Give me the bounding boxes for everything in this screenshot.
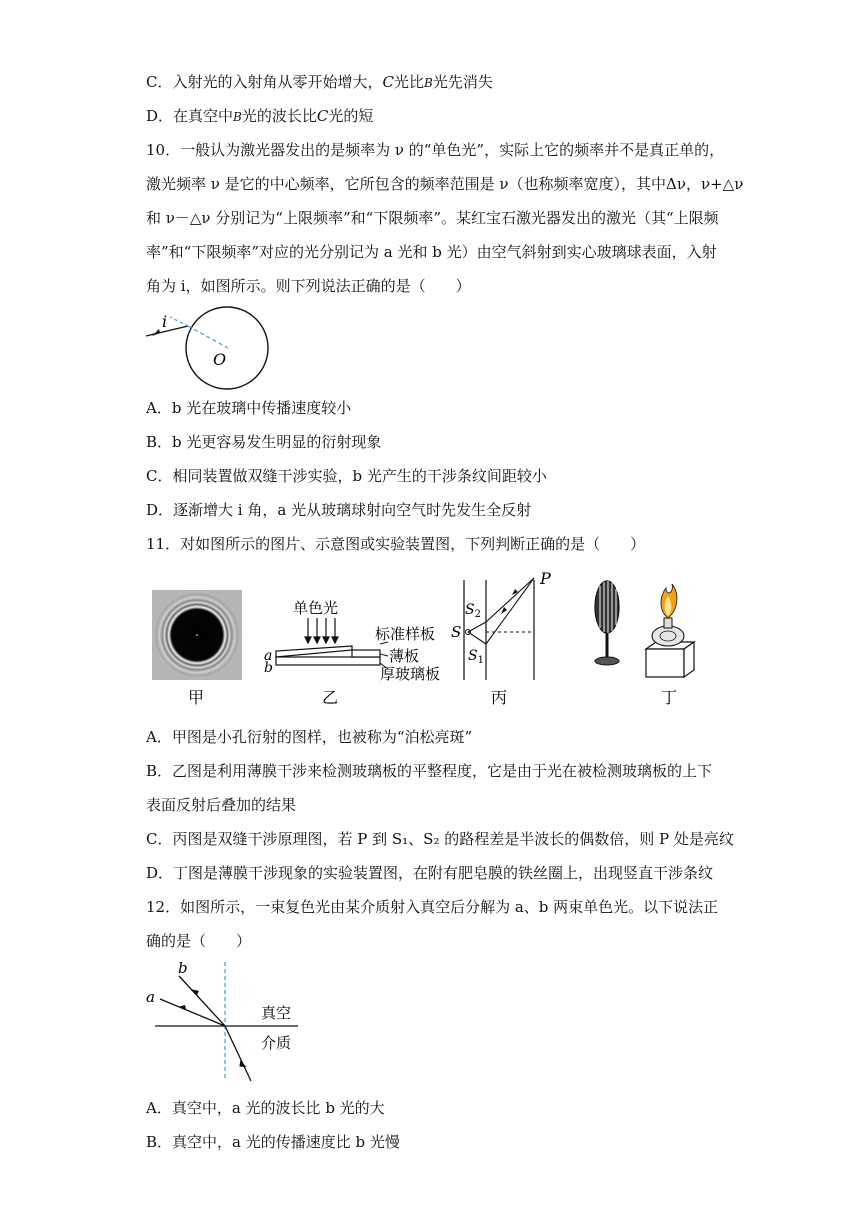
figure-yi-thin-film-setup [264,599,440,683]
incident-ray-arrowhead [238,1059,246,1068]
q12-stem-line-1: 12．如图所示，一束复色光由某介质射入真空后分解为 a、b 两束单色光。以下说法正 [146,898,719,916]
q9-option-d [146,106,373,127]
q10-stem-line-5: 角为 i，如图所示。则下列说法正确的是（ ） [146,277,471,295]
q9-option-c-text: C．入射光的入射角从零开始增大， [146,73,383,91]
ray-b [179,976,225,1026]
incident-ray-arrowhead [152,329,160,336]
label-s2: $S_2$ [465,602,481,620]
q12-refraction-figure [140,960,310,1085]
label-monochromatic-light: 单色光 [293,599,339,617]
figure-jia-diffraction-pattern [152,590,242,680]
q9-option-c-end: 光先消失 [432,73,493,91]
caption-ding: 丁 [661,688,678,707]
incident-ray [225,1026,251,1081]
label-thick-glass: 厚玻璃板 [380,665,441,683]
q11-option-d: D．丁图是薄膜干涉现象的实验装置图，在附有肥皂膜的铁丝圈上，出现竖直干涉条纹 [146,864,714,882]
caption-jia: 甲 [188,688,205,707]
caption-bing: 丙 [491,688,508,707]
q9-option-d-end: 光的短 [328,107,374,125]
figure-bing-double-slit [451,569,551,680]
label-o: O [213,350,227,369]
label-medium: 介质 [261,1034,292,1052]
q11-option-b-continued: 表面反射后叠加的结果 [146,796,297,814]
q11-figures [146,566,706,710]
q10-stem-line-3: 和 ν－△ν 分别记为“上限频率”和“下限频率”。某红宝石激光器发出的激光（其“上限频 [146,209,719,227]
q10-stem-line-4: 率”和“下限频率”对应的光分别记为 a 光和 b 光）由空气斜射到实心玻璃球表面，入射 [146,243,717,261]
q9-option-d-text: D．在真空中 [146,107,234,125]
q9-option-c [146,72,493,93]
q10-option-b: B．b 光更容易发生明显的衍射现象 [146,433,382,451]
q10-option-a: A．b 光在玻璃中传播速度较小 [146,399,352,417]
q11-option-a: A．甲图是小孔衍射的图样，也被称为“泊松亮斑” [146,728,473,746]
q10-stem-line-2: 激光频率 ν 是它的中心频率，它所包含的频率范围是 ν（也称频率宽度），其中Δν，ν+△ν [146,175,744,193]
q9-option-c-var2: B [423,76,433,90]
q10-glass-sphere-figure [140,305,280,395]
q11-option-b: B．乙图是利用薄膜干涉来检测玻璃板的平整程度，它是由于光在被检测玻璃板的上下 [146,762,713,780]
q12-option-b: B．真空中，a 光的传播速度比 b 光慢 [146,1133,400,1151]
q9-option-c-mid: 光比 [393,73,424,91]
q9-option-d-var2: C [316,107,329,125]
label-i: i [162,312,168,331]
q10-option-c: C．相同装置做双缝干涉实验，b 光产生的干涉条纹间距较小 [146,467,547,485]
normal-line [188,326,228,348]
q10-option-d: D．逐渐增大 i 角，a 光从玻璃球射向空气时先发生全反射 [146,501,532,519]
q9-option-c-var1: C [382,73,394,91]
caption-yi: 乙 [322,688,339,707]
ray-a [160,999,225,1026]
label-a: a [264,648,273,664]
label-thin-plate: 薄板 [389,647,420,665]
q9-option-d-var1: B [233,110,242,124]
normal-line-extension [170,317,188,326]
figure-ding-soap-film-setup [595,581,694,677]
label-b: b [178,960,188,977]
label-b: b [264,660,273,676]
label-s: S [451,623,462,641]
q11-option-c: C．丙图是双缝干涉原理图，若 P 到 S₁、S₂ 的路程差是半波长的偶数倍，则 P 处是亮纹 [146,830,734,848]
q12-stem-line-2: 确的是（ ） [146,932,252,950]
q10-stem-line-1: 10．一般认为激光器发出的是频率为 ν 的“单色光”，实际上它的频率并不是真正单的， [146,141,725,159]
q9-option-d-mid: 光的波长比 [241,107,317,125]
label-s1: $S_1$ [468,648,484,666]
label-vacuum: 真空 [261,1004,292,1022]
label-a: a [146,988,155,1006]
q12-option-a: A．真空中，a 光的波长比 b 光的大 [146,1099,385,1117]
q11-stem: 11．对如图所示的图片、示意图或实验装置图，下列判断正确的是（ ） [146,535,646,553]
label-standard-plate: 标准样板 [375,625,436,643]
label-p: P [540,569,551,588]
